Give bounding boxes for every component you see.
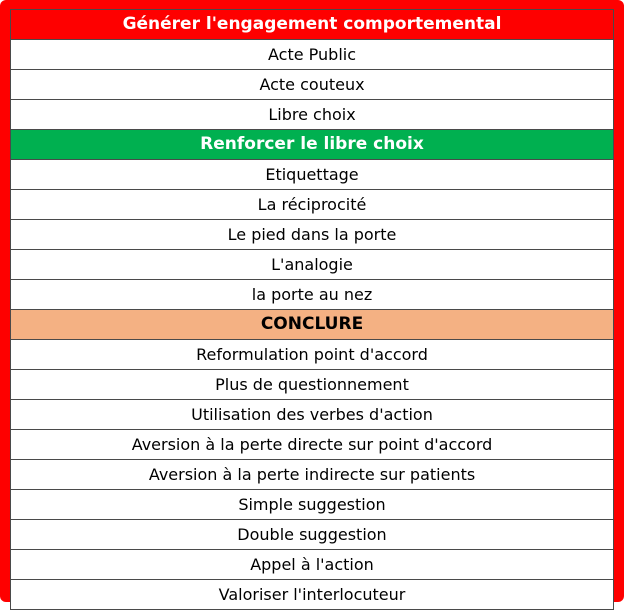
table-row <box>11 340 614 370</box>
table-row <box>11 40 614 70</box>
table-cell: Utilisation des verbes d'action <box>11 400 614 430</box>
table-cell: Le pied dans la porte <box>11 220 614 250</box>
techniques-table <box>10 9 614 610</box>
table-cell: Aversion à la perte directe sur point d'accord <box>11 430 614 460</box>
table-cell: L'analogie <box>11 250 614 280</box>
table-row <box>11 580 614 610</box>
table-row <box>11 100 614 130</box>
table-row <box>11 550 614 580</box>
table-row <box>11 190 614 220</box>
table-row <box>11 520 614 550</box>
table-row <box>11 250 614 280</box>
table-cell: Etiquettage <box>11 160 614 190</box>
table-row <box>11 460 614 490</box>
section-header-row <box>11 130 614 160</box>
table-row <box>11 160 614 190</box>
table-cell: Appel à l'action <box>11 550 614 580</box>
table-cell: Simple suggestion <box>11 490 614 520</box>
section-header-conclure: CONCLURE <box>11 310 614 340</box>
table-row <box>11 70 614 100</box>
section-header-libre-choix: Renforcer le libre choix <box>11 130 614 160</box>
table-cell: Double suggestion <box>11 520 614 550</box>
table-row <box>11 370 614 400</box>
table-row <box>11 400 614 430</box>
table-cell: Reformulation point d'accord <box>11 340 614 370</box>
table-cell: la porte au nez <box>11 280 614 310</box>
section-header-engagement: Générer l'engagement comportemental <box>11 10 614 40</box>
table-row <box>11 280 614 310</box>
table-row <box>11 220 614 250</box>
table-row <box>11 430 614 460</box>
table-cell: La réciprocité <box>11 190 614 220</box>
table-row <box>11 490 614 520</box>
section-header-row <box>11 10 614 40</box>
section-header-row <box>11 310 614 340</box>
table-cell: Aversion à la perte indirecte sur patients <box>11 460 614 490</box>
table-cell: Acte Public <box>11 40 614 70</box>
table-cell: Libre choix <box>11 100 614 130</box>
table-cell: Valoriser l'interlocuteur <box>11 580 614 610</box>
table-cell: Acte couteux <box>11 70 614 100</box>
table-cell: Plus de questionnement <box>11 370 614 400</box>
